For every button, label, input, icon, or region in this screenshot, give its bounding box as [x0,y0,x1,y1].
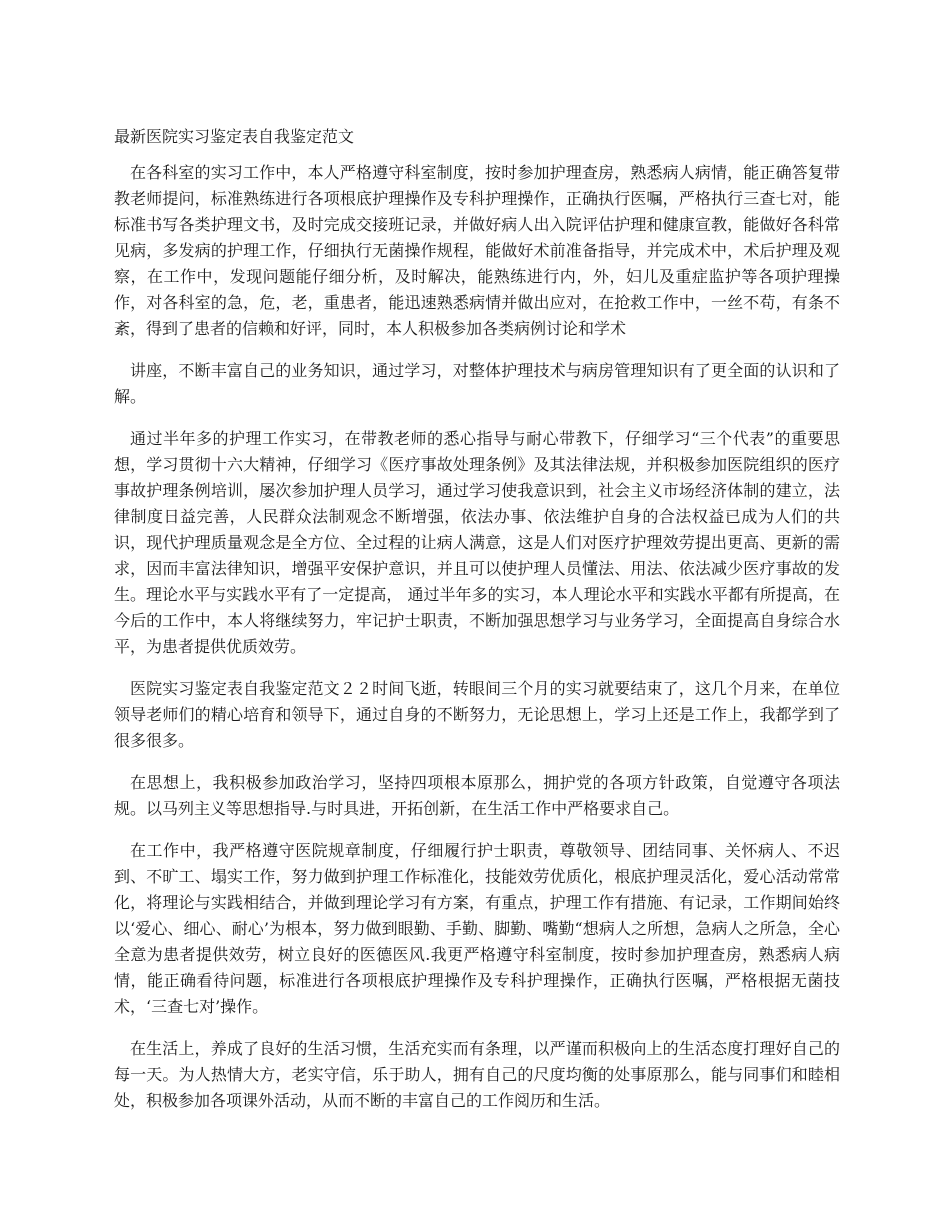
paragraph-2: 讲座，不断丰富自己的业务知识，通过学习，对整体护理技术与病房管理知识有了更全面的认识和了解。 [114,361,840,406]
paragraph-7: 在生活上，养成了良好的生活习惯，生活充实而有条理，以严谨而积极向上的生活态度打理好自己的每一天。为人热情大方，老实守信，乐于助人，拥有自己的尺度均衡的处事原那么，能与同事们和睦相处，积极参加各项课外活动，从而不断的丰富自己的工作阅历和生活。 [114,1039,840,1110]
paragraph-3: 通过半年多的护理工作实习，在带教老师的悉心指导与耐心带教下，仔细学习“三个代表”的重要思想，学习贯彻十六大精神，仔细学习《医疗事故处理条例》及其法律法规，并积极参加医院组织的医疗事故护理条例培训，屡次参加护理人员学习，通过学习使我意识到，社会主义市场经济体制的建立，法律制度日益完善，人民群众法制观念不断增强，依法办事、依法维护自身的合法权益已成为人们的共识，现代护理质量观念是全方位、全过程的让病人满意，这是人们对医疗护理效劳提出更高、更新的需求，因而丰富法律知识，增强平安保护意识，并且可以使护理人员懂法、用法、依法减少医疗事故的发生。理论水平与实践水平有了一定提高， 通过半年多的实习，本人理论水平和实践水平都有所提高，在今后的工作中，本人将继续努力，牢记护士职责，不断加强思想学习与业务学习，全面提高自身综合水平，为患者提供优质效劳。 [114,429,840,656]
paragraph-1: 在各科室的实习工作中，本人严格遵守科室制度，按时参加护理查房，熟悉病人病情，能正确答复带教老师提问，标准熟练进行各项根底护理操作及专科护理操作，正确执行医嘱，严格执行三查七对，能标准书写各类护理文书，及时完成交接班记录，并做好病人出入院评估护理和健康宣教，能做好各科常见病，多发病的护理工作，仔细执行无菌操作规程，能做好术前准备指导，并完成术中，术后护理及观察，在工作中，发现问题能仔细分析，及时解决，能熟练进行内，外，妇儿及重症监护等各项护理操作，对各科室的急，危，老，重患者，能迅速熟悉病情并做出应对，在抢救工作中，一丝不苟，有条不紊，得到了患者的信赖和好评，同时，本人积极参加各类病例讨论和学术 [114,163,840,338]
document-title: 最新医院实习鉴定表自我鉴定范文 [114,127,355,146]
paragraph-6: 在工作中，我严格遵守医院规章制度，仔细履行护士职责，尊敬领导、团结同事、关怀病人、不迟到、不旷工、塌实工作，努力做到护理工作标准化，技能效劳优质化，根底护理灵活化，爱心活动常常化，将理论与实践相结合，并做到理论学习有方案，有重点，护理工作有措施、有记录，工作期间始终以‘爱心、细心、耐心’为根本，努力做到眼勤、手勤、脚勤、嘴勤“想病人之所想，急病人之所急，全心全意为患者提供效劳，树立良好的医德医风.我更严格遵守科室制度，按时参加护理查房，熟悉病人病情，能正确看待问题，标准进行各项根底护理操作及专科护理操作，正确执行医嘱，严格根据无菌技术，‘三查七对’操作。 [114,841,840,1016]
paragraph-4: 医院实习鉴定表自我鉴定范文２２时间飞逝，转眼间三个月的实习就要结束了，这几个月来，在单位领导老师们的精心培育和领导下，通过自身的不断努力，无论思想上，学习上还是工作上，我都学到了很多很多。 [114,679,840,750]
paragraph-5: 在思想上，我积极参加政治学习，坚持四项根本原那么，拥护党的各项方针政策，自觉遵守各项法规。以马列主义等思想指导.与时具进，开拓创新，在生活工作中严格要求自己。 [114,773,840,818]
document-page [114,124,840,1130]
